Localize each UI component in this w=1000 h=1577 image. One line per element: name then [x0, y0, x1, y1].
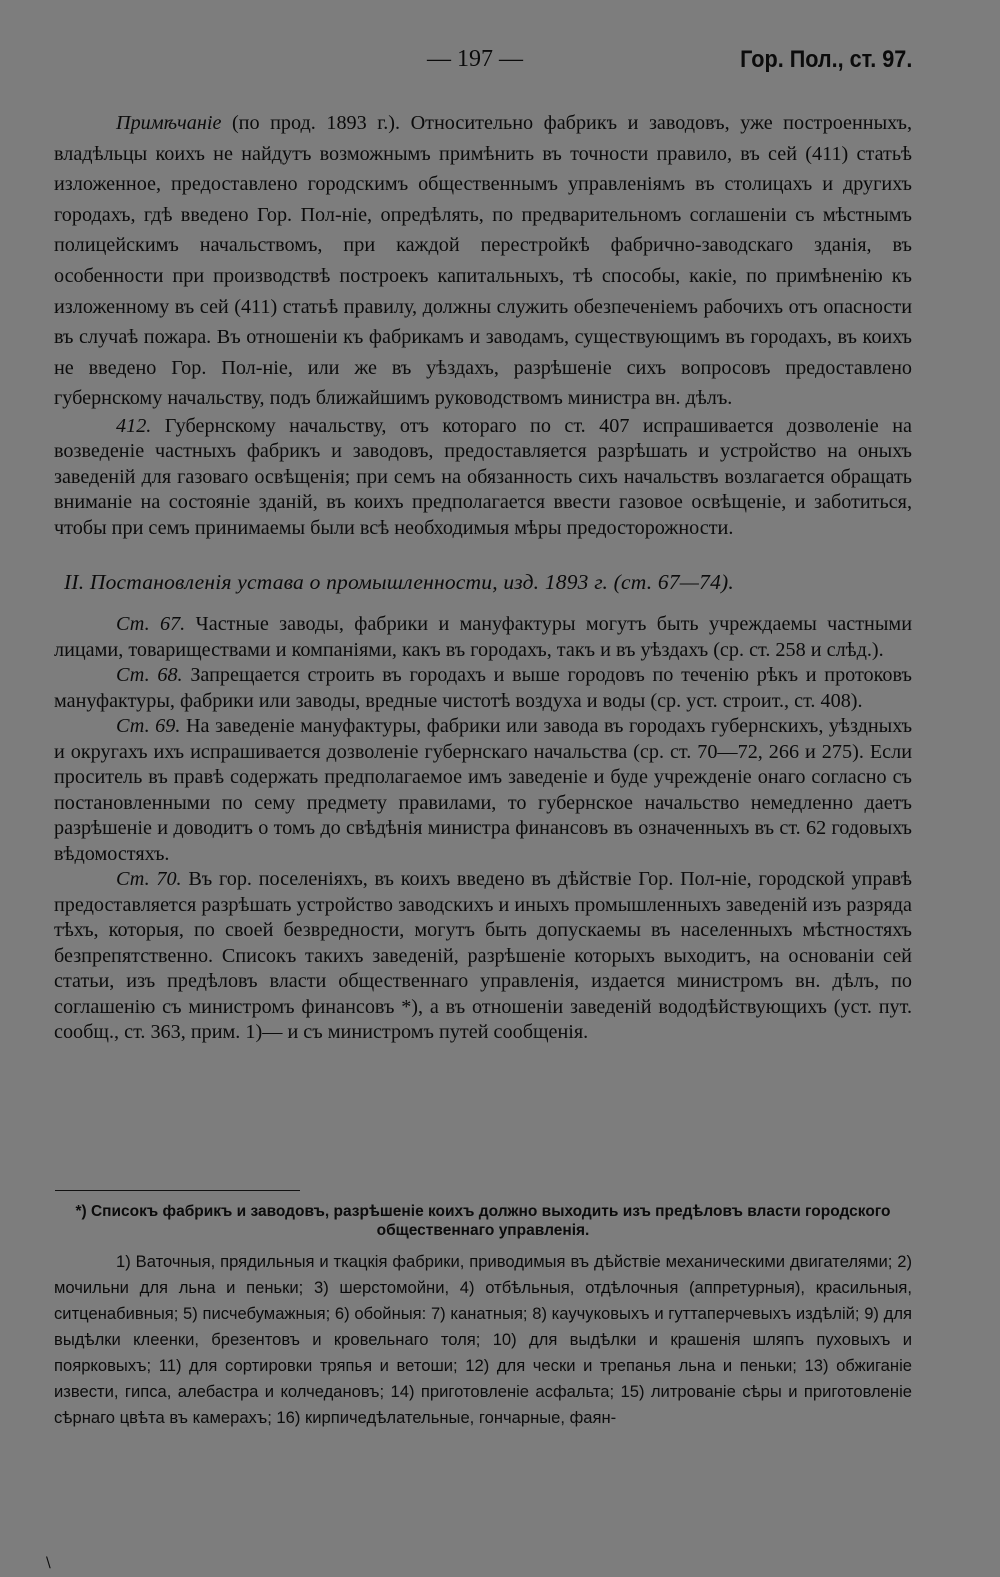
footnote-text: 1) Ваточныя, прядильныя и ткацкія фабрики, приводимыя въ дѣйствіе механическими двигателями; 2) мочильни для льна и пеньки; 3) шерстомойни, 4) отбѣльныя, отдѣлочныя (аппретурныя), красильныя, ситценабивныя; 5) писчебумажныя; 6) обойныя: 7) канатныя; 8) каучуковыхъ и гуттаперчевыхъ издѣлій; 9) для выдѣлки клеенки, брезентовъ и кровельнаго толя; 10) для выдѣлки и крашенія шляпъ пуховыхъ и поярковыхъ; 11) для сортировки тряпья и ветоши; 12) для чески и трепанья льна и пеньки; 13) обжиганіе извести, гипса, алебастра и колчедановъ; 14) приготовленіе асфальта; 15) литрованіе сѣры и приготовленіе сѣрнаго цвѣта въ камерахъ; 16) кирпичедѣлательные, гончарные, фаян- — [54, 1252, 912, 1427]
article-412 — [54, 414, 912, 542]
article-69-label: Ст. 69. — [116, 715, 181, 738]
article-412-label: 412. — [116, 414, 152, 437]
article-67 — [54, 612, 912, 663]
article-67-text: Частные заводы, фабрики и мануфактуры могутъ быть учреждаемы частными лицами, товариществами и компаніями, какъ въ городахъ, такъ и въ уѣздахъ (ср. ст. 258 и слѣд.). — [54, 613, 912, 661]
article-68-label: Ст. 68. — [116, 664, 183, 687]
footnote-rule — [55, 1190, 300, 1191]
article-69-text: На заведеніе мануфактуры, фабрики или завода въ городахъ губернскихъ, уѣздныхъ и округахъ ихъ испрашивается дозволеніе губернскаго начальства (ср. ст. 70—72, 266 и 275). Если проситель въ правѣ содержать предполагаемое имъ заведеніе и буде учрежденіе онаго согласно съ постановленными по сему предмету правилами, то губернское начальство немедленно даетъ разрѣшеніе и доводитъ о томъ до свѣдѣнія министра финансовъ въ означенныхъ въ ст. 62 годовыхъ вѣдомостяхъ. — [54, 715, 913, 865]
note-label: Примѣчаніе — [116, 112, 222, 134]
page-header — [0, 46, 1000, 80]
section-heading: II. Постановленія устава о промышленности, изд. 1893 г. (ст. 67—74). — [64, 570, 734, 595]
article-70-text: Въ гор. поселеніяхъ, въ коихъ введено въ дѣйствіе Гор. Пол-ніе, городской управѣ предоставляется разрѣшать устройство заводскихъ и иныхъ промышленныхъ заведеній изъ разряда тѣхъ, которыя, по своей безвредности, могутъ быть допускаемы въ населенныхъ мѣстностяхъ безпрепятственно. Списокъ такихъ заведеній, разрѣшеніе которыхъ выходитъ, на основаніи сей статьи, изъ предѣловъ власти общественнаго управленія, издается министромъ вн. дѣлъ, по соглашенію съ министромъ финансовъ *), а въ отношеніи заведеній вододѣйствующихъ (уст. пут. сообщ., ст. 363, прим. 1)— и съ министромъ путей сообщенія. — [54, 868, 913, 1044]
article-67-label: Ст. 67. — [116, 613, 186, 636]
footnote-body — [54, 1249, 912, 1431]
running-title: Гор. Пол., ст. 97. — [739, 46, 912, 73]
article-68 — [54, 663, 912, 714]
article-412-text: Губернскому начальству, отъ котораго по ст. 407 испрашивается дозволеніе на возведеніе частныхъ фабрикъ и заводовъ, предоставляется разрѣшать и устройство на оныхъ заведеній для газоваго освѣщенія; при семъ на обязанность сихъ начальствъ возлагается обращать вниманіе на состояніе зданій, въ коихъ предполагается ввести газовое освѣщеніе, и заботиться, чтобы при семъ принимаемы были всѣ необходимыя мѣры предосторожности. — [54, 414, 912, 539]
article-70-label: Ст. 70. — [116, 868, 182, 891]
page-number: — 197 — — [427, 46, 523, 72]
article-70 — [54, 867, 912, 1046]
article-69 — [54, 714, 912, 867]
footnote-title: *) Списокъ фабрикъ и заводовъ, разрѣшеніе коихъ должно выходить изъ предѣловъ власти городского общественнаго управленія. — [75, 1203, 891, 1239]
article-68-text: Запрещается строить въ городахъ и выше городовъ по теченію рѣкъ и протоковъ мануфактуры, фабрики или заводы, вредные чистотѣ воздуха и воды (ср. уст. строит., ст. 408). — [54, 664, 912, 712]
note-paragraph — [54, 108, 912, 414]
note-text: (по прод. 1893 г.). Относительно фабрикъ и заводовъ, уже построенныхъ, владѣльцы коихъ не найдутъ возможнымъ примѣнить въ точности правило, въ сей (411) статьѣ изложенное, предоставлено городскимъ общественнымъ управленіямъ въ столицахъ и другихъ городахъ, гдѣ введено Гор. Пол-ніе, опредѣлять, по предварительномъ соглашеніи съ мѣстнымъ полицейскимъ начальствомъ, при каждой перестройкѣ фабрично-заводскаго зданія, въ особенности при производствѣ построекъ капитальныхъ, тѣ способы, какіе, по примѣненію къ изложенному въ сей (411) статьѣ правилу, должны служить обезпеченіемъ рабочихъ отъ опасности въ случаѣ пожара. Въ отношеніи къ фабрикамъ и заводамъ, существующимъ въ городахъ, въ коихъ не введено Гор. Пол-ніе, или же въ уѣздахъ, разрѣшеніе сихъ вопросовъ предоставлено губернскому начальству, подъ ближайшимъ руководствомъ министра вн. дѣлъ. — [54, 112, 912, 410]
main-text — [54, 108, 912, 1046]
margin-mark: \ — [46, 1555, 51, 1571]
